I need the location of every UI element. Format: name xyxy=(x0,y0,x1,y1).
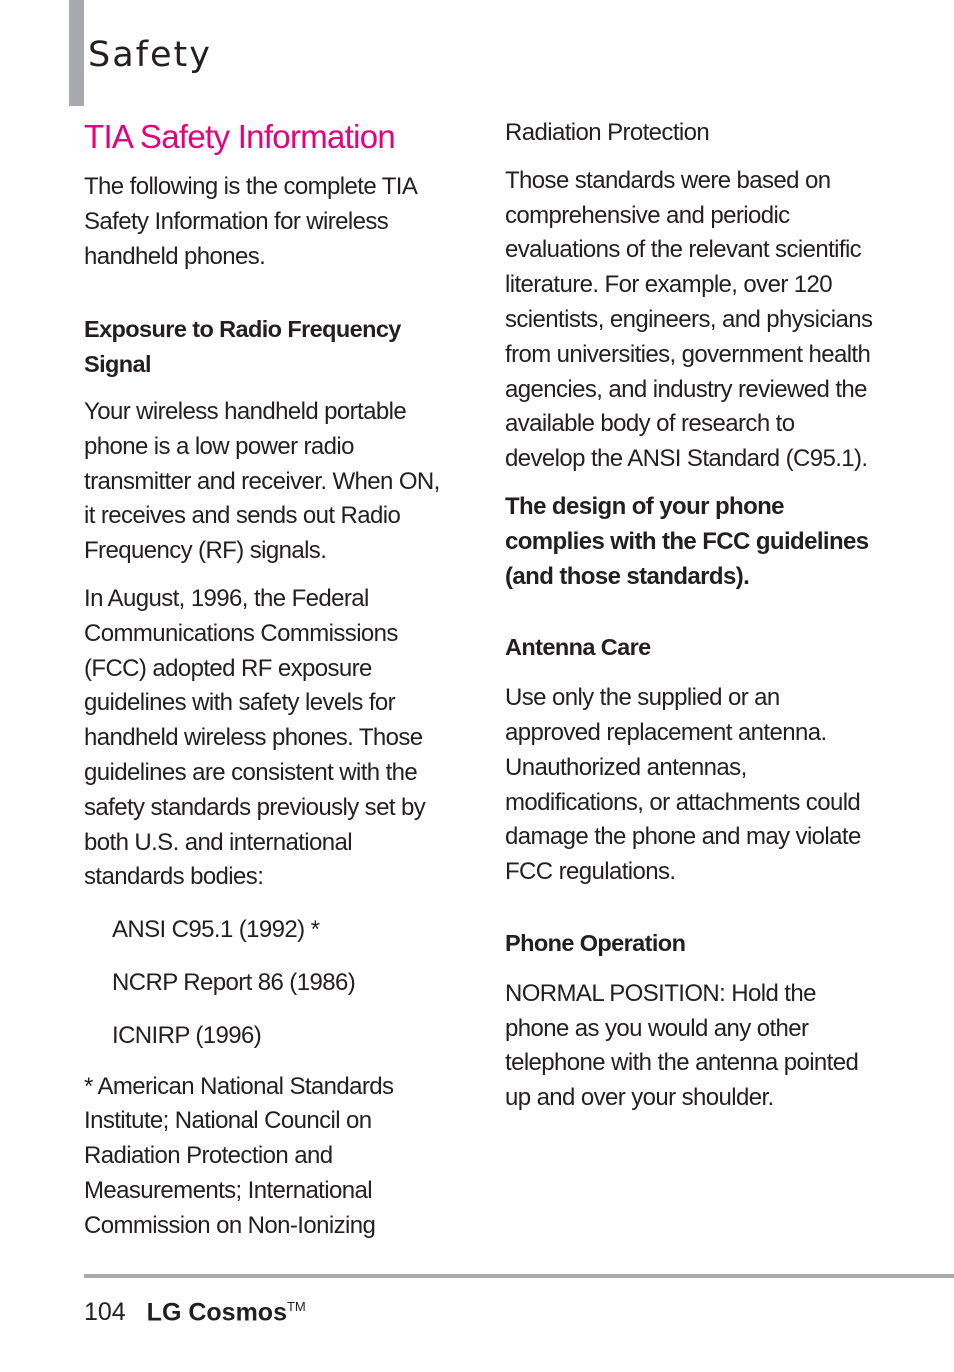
standard-item-ansi: ANSI C95.1 (1992) * xyxy=(112,916,320,944)
compliance-statement: The design of your phone complies with the FCC guidelines (and those standards). xyxy=(505,492,869,590)
footer-divider xyxy=(84,1274,954,1278)
page-footer xyxy=(84,1290,306,1329)
antenna-care-heading: Antenna Care xyxy=(505,634,651,661)
standard-item-ncrp: NCRP Report 86 (1986) xyxy=(112,968,356,996)
left-column xyxy=(84,112,454,1244)
phone-operation-heading: Phone Operation xyxy=(505,929,686,956)
phone-operation-paragraph: NORMAL POSITION: Hold the phone as you would any other telephone with the antenna pointed up and over your shoulder. xyxy=(505,979,859,1112)
section-title: Safety xyxy=(88,35,212,75)
antenna-care-paragraph: Use only the supplied or an approved replacement antenna. Unauthorized antennas, modifications, or attachments could damage the phone and may violate FCC regulations. xyxy=(505,684,861,886)
standards-basis-paragraph: Those standards were based on comprehensive and periodic evaluations of the relevant scientific literature. For example, over 120 scientists, engineers, and physicians from universities, government health agencies, and industry reviewed the available body of research to develop the ANSI Standard (C95.1). xyxy=(505,166,873,473)
product-name: LG Cosmos xyxy=(146,1298,287,1327)
page-number: 104 xyxy=(84,1298,126,1327)
radiation-protection-line: Radiation Protection xyxy=(505,119,710,146)
section-tab-bar xyxy=(69,0,84,106)
exposure-paragraph-1: Your wireless handheld portable phone is a low power radio transmitter and receiver. When ON, it receives and sends out Radio Frequency (RF) signals. xyxy=(84,397,440,565)
trademark-symbol: TM xyxy=(286,1299,306,1314)
exposure-heading: Exposure to Radio Frequency Signal xyxy=(84,316,401,378)
exposure-paragraph-2: In August, 1996, the Federal Communications Commissions (FCC) adopted RF exposure guidelines with safety levels for handheld wireless phones. Those guidelines are consistent with the safety standards previously set by both U.S. and international standards bodies: xyxy=(84,584,426,891)
intro-paragraph: The following is the complete TIA Safety Information for wireless handheld phones. xyxy=(84,173,416,270)
standard-item-icnirp: ICNIRP (1996) xyxy=(112,1021,262,1049)
footnote-paragraph: * American National Standards Institute; National Council on Radiation Protection and Measurements; International Commission on Non-Ionizing xyxy=(84,1072,394,1239)
right-column xyxy=(505,112,877,1116)
page-heading: TIA Safety Information xyxy=(84,118,396,155)
